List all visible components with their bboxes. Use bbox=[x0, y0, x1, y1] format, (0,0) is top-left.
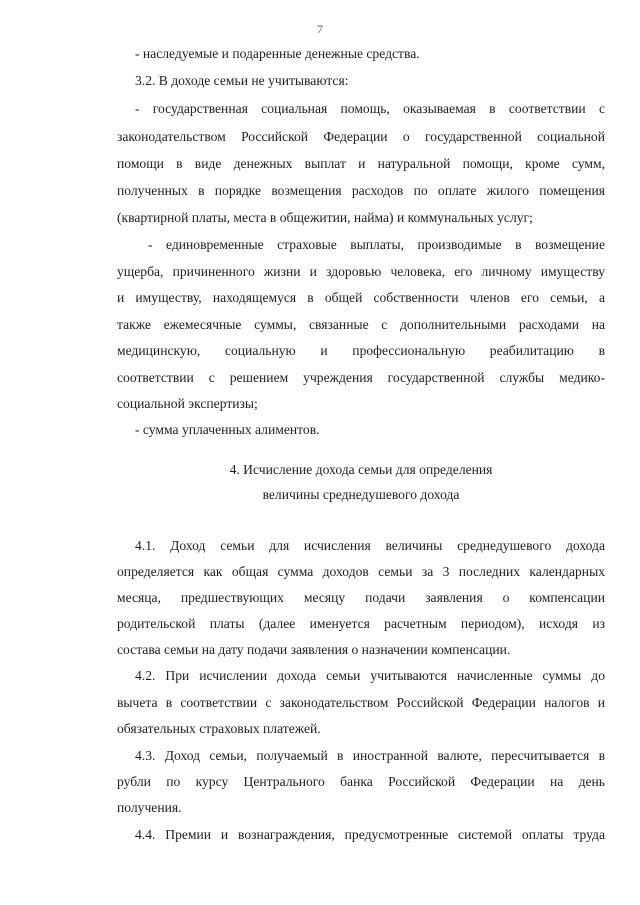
text-line: 4.2. При исчислении дохода семьи учитываются начисленные суммы до bbox=[135, 668, 605, 683]
text-line: - наследуемые и подаренные денежные средства. bbox=[135, 46, 420, 61]
text-line: - государственная социальная помощь, оказываемая в соответствии с bbox=[135, 101, 605, 116]
text-line: месяца, предшествующих месяцу подачи заявления о компенсации bbox=[117, 590, 605, 605]
text-line: законодательством Российской Федерации о государственной социальной bbox=[117, 129, 605, 144]
text-line: 4.1. Доход семьи для исчисления величины среднедушевого дохода bbox=[135, 538, 605, 553]
text-line: 4.4. Премии и вознаграждения, предусмотренные системой оплаты труда bbox=[135, 827, 605, 842]
text-line: полученных в порядке возмещения расходов по оплате жилого помещения bbox=[117, 183, 605, 198]
text-line: и имуществу, находящемуся в общей собственности членов его семьи, а bbox=[117, 290, 605, 305]
text-line: социальной экспертизы; bbox=[117, 396, 258, 411]
text-line: медицинскую, социальную и профессиональную реабилитацию в bbox=[117, 343, 605, 358]
text-line: рубли по курсу Центрального банка Российской Федерации на день bbox=[117, 774, 605, 789]
text-line: также ежемесячные суммы, связанные с дополнительными расходами на bbox=[117, 317, 605, 332]
section-heading-line: 4. Исчисление дохода семьи для определения bbox=[229, 462, 493, 477]
text-line: получения. bbox=[117, 800, 182, 815]
text-line: соответствии с решением учреждения государственной службы медико- bbox=[117, 370, 605, 385]
text-line: - сумма уплаченных алиментов. bbox=[135, 422, 320, 437]
page-number: 7 bbox=[317, 22, 323, 36]
text-line: 3.2. В доходе семьи не учитываются: bbox=[135, 73, 349, 88]
text-line: определяется как общая сумма доходов семьи за 3 последних календарных bbox=[117, 564, 605, 579]
text-line: обязательных страховых платежей. bbox=[117, 721, 321, 736]
text-line: (квартирной платы, места в общежитии, найма) и коммунальных услуг; bbox=[117, 210, 533, 225]
text-line: ущерба, причиненного жизни и здоровью человека, его личному имуществу bbox=[117, 264, 605, 279]
text-line: - единовременные страховые выплаты, производимые в возмещение bbox=[148, 237, 605, 252]
text-line: 4.3. Доход семьи, получаемый в иностранной валюте, пересчитывается в bbox=[135, 748, 605, 763]
text-line: родительской платы (далее именуется расчетным периодом), исходя из bbox=[117, 616, 605, 631]
text-line: вычета в соответствии с законодательством Российской Федерации налогов и bbox=[117, 695, 605, 710]
text-line: состава семьи на дату подачи заявления о назначении компенсации. bbox=[117, 642, 511, 657]
section-heading-line: величины среднедушевого дохода bbox=[262, 487, 460, 502]
text-line: помощи в виде денежных выплат и натуральной помощи, кроме сумм, bbox=[117, 156, 605, 171]
